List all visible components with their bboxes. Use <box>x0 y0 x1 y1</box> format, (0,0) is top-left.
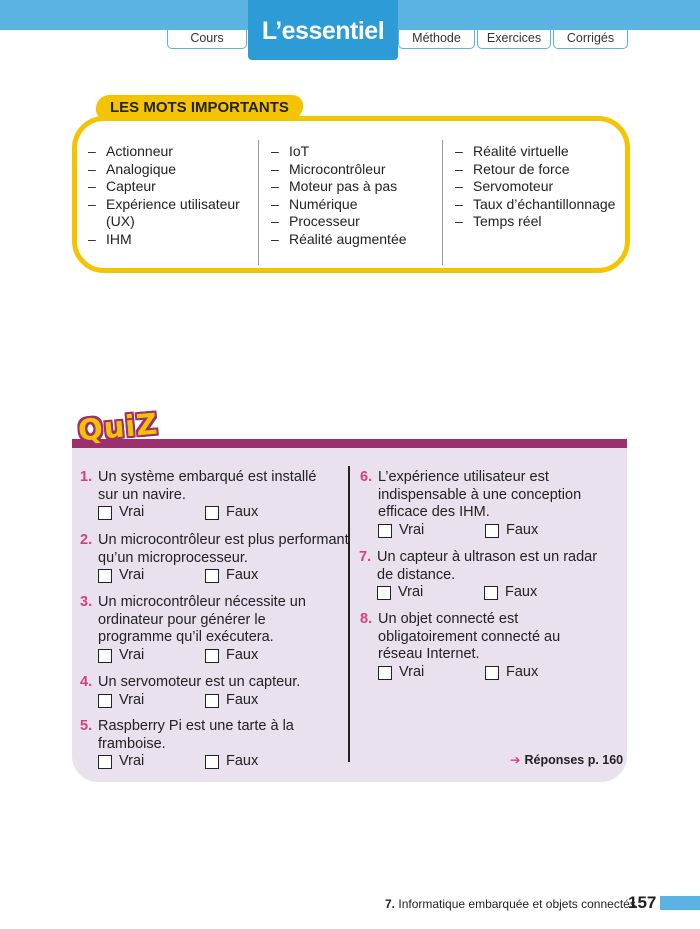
checkbox[interactable] <box>378 524 392 538</box>
quiz-question-7 <box>359 549 617 602</box>
checkbox[interactable] <box>377 586 391 600</box>
word-item: – IoT <box>271 143 441 161</box>
option-vrai[interactable]: Vrai <box>378 522 485 540</box>
word-item: – Taux d’échantillonnage <box>455 196 625 214</box>
quiz-question-6 <box>360 469 608 540</box>
question-number: 8. <box>360 611 373 627</box>
word-item: – Microcontrôleur <box>271 161 441 179</box>
column-divider <box>442 140 443 265</box>
words-column-3 <box>455 143 625 231</box>
option-faux[interactable]: Faux <box>205 647 312 665</box>
option-faux[interactable]: Faux <box>485 664 592 682</box>
quiz-question-8 <box>360 611 608 682</box>
question-number: 3. <box>80 594 93 610</box>
tab-cours[interactable]: Cours <box>167 30 247 49</box>
option-vrai[interactable]: Vrai <box>377 584 484 602</box>
option-faux[interactable]: Faux <box>484 584 591 602</box>
words-column-1 <box>88 143 258 248</box>
question-number: 4. <box>80 674 93 690</box>
checkbox[interactable] <box>205 649 219 663</box>
word-item: – Processeur <box>271 213 441 231</box>
important-words-title: LES MOTS IMPORTANTS <box>95 95 305 120</box>
column-divider <box>258 140 259 265</box>
checkbox[interactable] <box>205 694 219 708</box>
checkbox[interactable] <box>485 666 499 680</box>
option-faux[interactable]: Faux <box>485 522 592 540</box>
tab-corriges[interactable]: Corrigés <box>553 30 628 49</box>
page-number: 157 <box>628 893 657 912</box>
arrow-right-icon: ➔ <box>510 753 521 767</box>
checkbox[interactable] <box>98 569 112 583</box>
option-vrai[interactable]: Vrai <box>98 647 205 665</box>
words-column-2 <box>271 143 441 248</box>
tab-methode[interactable]: Méthode <box>398 30 475 49</box>
quiz-logo: QuiZ <box>76 406 160 448</box>
word-item: – Retour de force <box>455 161 625 179</box>
option-faux[interactable]: Faux <box>205 692 312 710</box>
question-number: 2. <box>80 532 93 548</box>
question-text: L’expérience utilisateur est indispensable à une conception efficace des IHM. <box>378 469 582 520</box>
option-faux[interactable]: Faux <box>205 567 312 585</box>
tab-exercices[interactable]: Exercices <box>477 30 551 49</box>
word-item: – IHM <box>88 231 258 249</box>
question-text: Un microcontrôleur nécessite un ordinateur pour générer le programme qu’il exécutera. <box>98 594 306 645</box>
word-item: – Temps réel <box>455 213 625 231</box>
checkbox[interactable] <box>205 569 219 583</box>
quiz-question-1 <box>80 469 333 522</box>
quiz-divider <box>348 466 350 762</box>
quiz-question-2 <box>80 532 370 585</box>
checkbox[interactable] <box>205 506 219 520</box>
answers-link-text: Réponses p. 160 <box>524 753 624 767</box>
question-number: 1. <box>80 469 93 485</box>
tab-essentiel[interactable]: L’essentiel <box>248 0 398 60</box>
question-text: Raspberry Pi est une tarte à la framboise. <box>98 718 294 752</box>
question-text: Un microcontrôleur est plus performant qu’un microprocesseur. <box>98 532 349 566</box>
checkbox[interactable] <box>98 755 112 769</box>
word-item: – Expérience utilisateur (UX) <box>88 196 258 231</box>
word-item: – Analogique <box>88 161 258 179</box>
chapter-number: 7. <box>385 897 396 911</box>
chapter-footer <box>385 897 636 911</box>
footer-bar <box>660 896 700 910</box>
checkbox[interactable] <box>378 666 392 680</box>
quiz-question-5 <box>80 718 333 771</box>
checkbox[interactable] <box>98 649 112 663</box>
option-vrai[interactable]: Vrai <box>98 753 205 771</box>
checkbox[interactable] <box>485 524 499 538</box>
answers-link[interactable] <box>510 752 623 767</box>
question-number: 6. <box>360 469 373 485</box>
checkbox[interactable] <box>98 506 112 520</box>
question-number: 7. <box>359 549 372 565</box>
quiz-question-4 <box>80 674 338 710</box>
word-item: – Réalité augmentée <box>271 231 441 249</box>
question-text: Un capteur à ultrason est un radar de distance. <box>377 549 598 583</box>
option-vrai[interactable]: Vrai <box>378 664 485 682</box>
option-faux[interactable]: Faux <box>205 753 312 771</box>
chapter-title: Informatique embarquée et objets connectés <box>398 897 636 911</box>
option-vrai[interactable]: Vrai <box>98 567 205 585</box>
word-item: – Moteur pas à pas <box>271 178 441 196</box>
checkbox[interactable] <box>484 586 498 600</box>
question-number: 5. <box>80 718 93 734</box>
checkbox[interactable] <box>98 694 112 708</box>
checkbox[interactable] <box>205 755 219 769</box>
option-vrai[interactable]: Vrai <box>98 692 205 710</box>
word-item: – Actionneur <box>88 143 258 161</box>
word-item: – Numérique <box>271 196 441 214</box>
option-faux[interactable]: Faux <box>205 504 312 522</box>
question-text: Un objet connecté est obligatoirement connecté au réseau Internet. <box>378 611 561 662</box>
question-text: Un système embarqué est installé sur un navire. <box>98 469 317 503</box>
word-item: – Servomoteur <box>455 178 625 196</box>
word-item: – Capteur <box>88 178 258 196</box>
word-item: – Réalité virtuelle <box>455 143 625 161</box>
question-text: Un servomoteur est un capteur. <box>98 674 301 690</box>
quiz-question-3 <box>80 594 333 665</box>
option-vrai[interactable]: Vrai <box>98 504 205 522</box>
